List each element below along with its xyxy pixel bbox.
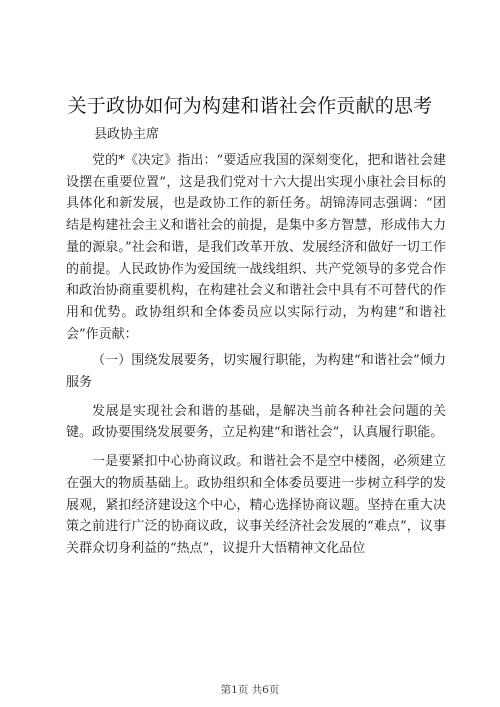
body-paragraph: 发展是实现社会和谐的基础，是解决当前各种社会问题的关键。政协要围绕发展要务，立足构建“和谐社会”，认真履行职能。 bbox=[66, 403, 446, 441]
body-paragraph-intro: 党的*《决定》指出：“要适应我国的深刻变化，把和谐社会建设摆在重要位置”，这是我们党对十六大提出实现小康社会目标的具体化和新发展，也是政协工作的新任务。胡锦涛同志强调：“团结是构建社会主义和谐社会的前提，是集中多方智慧，形成伟大力量的源泉。”社会和谐，是我们改革开放、发展经济和做好一切工作的前提。人民政协作为爱国统一战线组织、共产党领导的多党合作和政治协商重要机构，在构建社会义和谐社会中具有不可替代的作用和优势。政协组织和全体委员应以实际行动，为构建“和谐社会”作贡献： bbox=[66, 153, 446, 342]
document-body bbox=[66, 150, 446, 560]
body-paragraph: 一是要紧扣中心协商议政。和谐社会不是空中楼阁，必须建立在强大的物质基础上。政协组织和全体委员要进一步树立科学的发展观，紧扣经济建设这个中心，精心选择协商议题。坚持在重大决策之前进行广泛的协商议政，议事关经济社会发展的“难点”，议事关群众切身利益的“热点”，议提升大悟精神文化品位 bbox=[66, 454, 446, 556]
author-byline: 县政协主席 bbox=[94, 127, 160, 142]
page-footer: 第1页 共6页 bbox=[220, 684, 280, 696]
section-heading: （一）围绕发展要务，切实履行职能，为构建“和谐社会”倾力服务 bbox=[66, 353, 446, 391]
document-title: 关于政协如何为构建和谐社会作贡献的思考 bbox=[67, 95, 433, 117]
